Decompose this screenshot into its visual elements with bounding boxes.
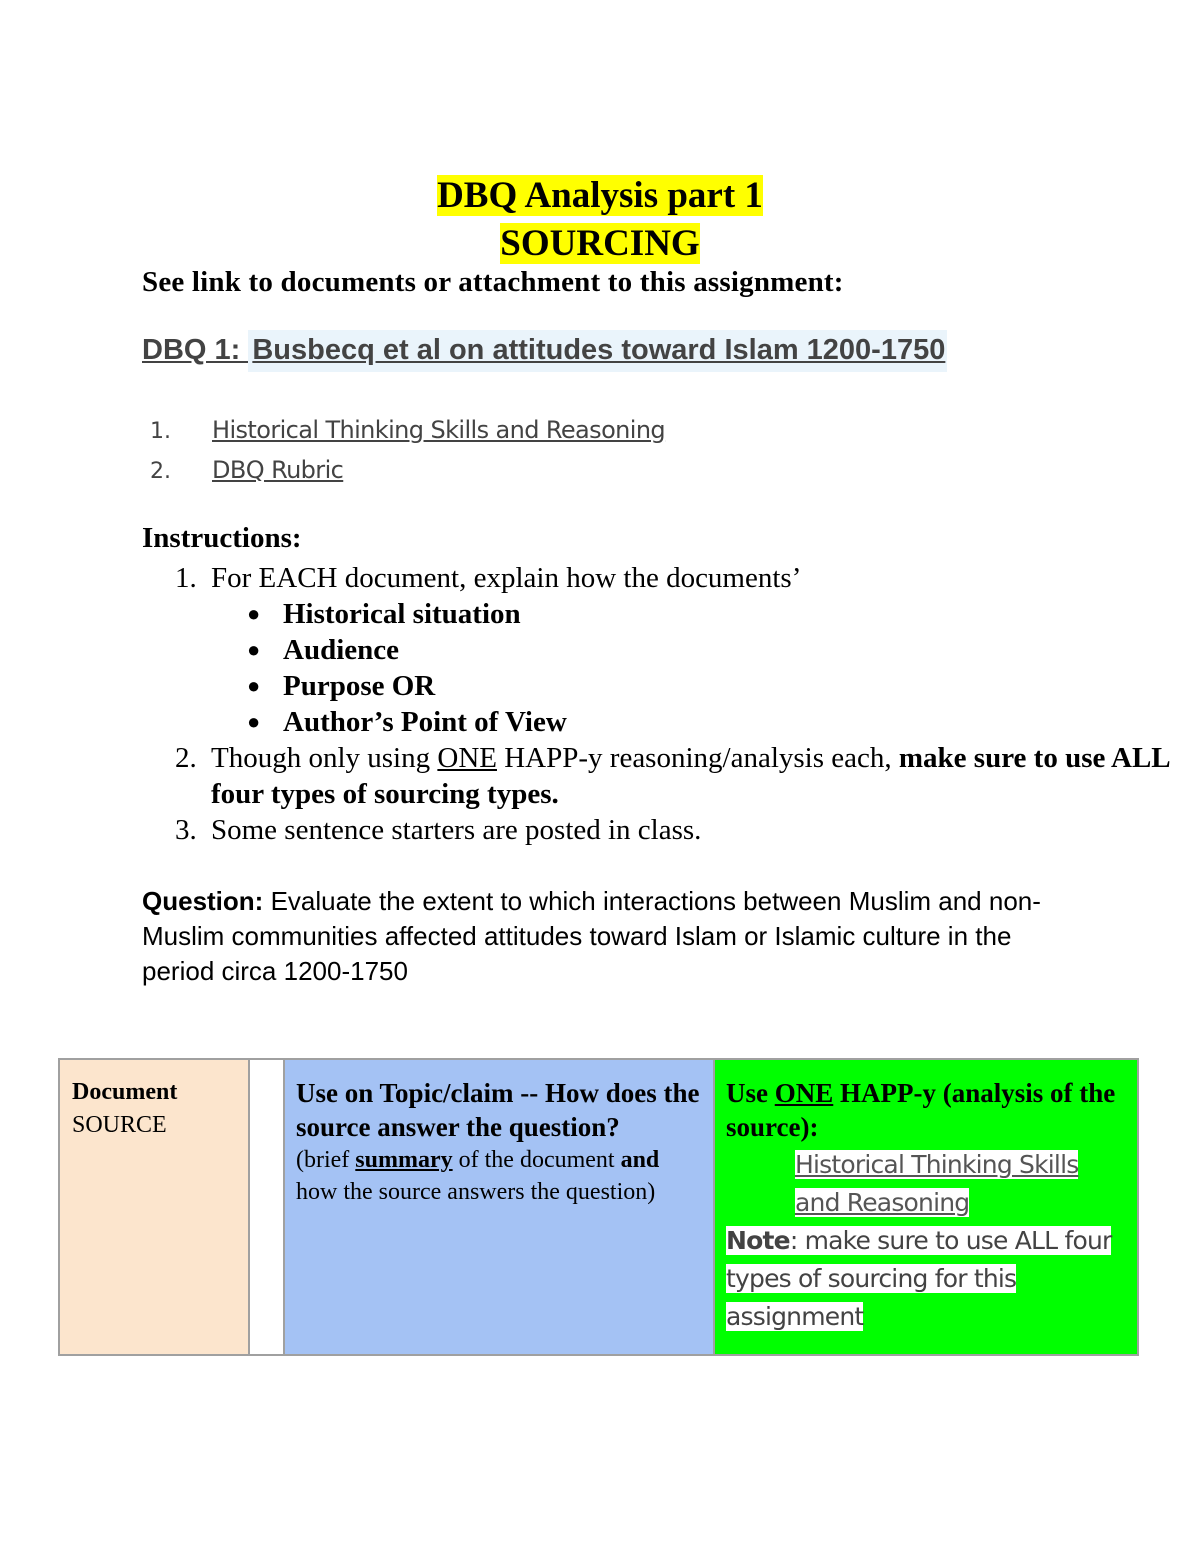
topic-claim-subtext: (brief summary of the document and how the source answers the question)	[296, 1147, 660, 1205]
bullet-historical-situation: ● Historical situation	[175, 596, 1200, 632]
question-text: Evaluate the extent to which interactions between Muslim and non-Muslim communities affected attitudes toward Islam or Islamic culture in the period circa 1200-1750	[142, 886, 1041, 986]
topic-claim-heading: Use on Topic/claim -- How does the source answer the question?	[296, 1078, 700, 1142]
document-label: Document	[72, 1079, 178, 1105]
bullet-audience: ● Audience	[175, 632, 1200, 668]
source-label: SOURCE	[72, 1112, 167, 1138]
instruction-item	[175, 812, 1200, 848]
list-item	[150, 450, 665, 490]
document-source-cell[interactable]	[60, 1060, 250, 1354]
list-number: 2.	[150, 459, 171, 484]
bullet-purpose: ● Purpose OR	[175, 668, 1200, 704]
list-item	[150, 410, 665, 450]
see-link-text: See link to documents or attachment to this assignment:	[142, 266, 844, 298]
emphasis-one: ONE	[437, 742, 497, 774]
title-line-1: DBQ Analysis part 1	[437, 175, 763, 216]
reference-list	[150, 410, 665, 490]
instruction-number: 3.	[175, 814, 197, 846]
question-paragraph	[142, 884, 1072, 989]
topic-claim-cell[interactable]	[285, 1060, 715, 1354]
instruction-number: 1.	[175, 562, 197, 594]
instruction-text: Though only using ONE HAPP-y reasoning/analysis each, make sure to use ALL four types of sourcing types.	[211, 742, 1170, 810]
historical-thinking-link[interactable]: Historical Thinking Skills and Reasoning	[212, 416, 666, 444]
sourcing-bullets	[175, 596, 1200, 740]
instruction-item	[175, 740, 1200, 812]
question-label: Question:	[142, 886, 264, 916]
happy-analysis-cell[interactable]	[715, 1060, 1137, 1354]
instruction-item	[175, 560, 1200, 596]
instruction-number: 2.	[175, 742, 197, 774]
list-number: 1.	[150, 419, 171, 444]
historical-thinking-cell-link[interactable]: Historical Thinking Skills and Reasoning	[795, 1150, 1079, 1217]
dbq-rubric-link[interactable]: DBQ Rubric	[212, 456, 344, 484]
happy-heading: Use ONE HAPP-y (analysis of the source):	[726, 1078, 1116, 1142]
note-text: Note: make sure to use ALL four types of sourcing for this assignment	[726, 1226, 1112, 1331]
document-title	[0, 172, 1200, 268]
instruction-text: Some sentence starters are posted in class.	[211, 814, 702, 846]
instructions-heading: Instructions:	[142, 522, 302, 554]
dbq-heading	[142, 334, 947, 367]
dbq-link[interactable]: Busbecq et al on attitudes toward Islam 1200-1750	[248, 330, 947, 372]
sourcing-table	[58, 1058, 1139, 1356]
instructions-list	[175, 560, 1200, 848]
instruction-text: For EACH document, explain how the documents’	[211, 562, 802, 594]
bullet-point-of-view: ● Author’s Point of View	[175, 704, 1200, 740]
emphasis-text: make sure to use ALL four types of sourcing types.	[211, 742, 1170, 810]
blank-cell[interactable]	[250, 1060, 285, 1354]
dbq-prefix: DBQ 1:	[142, 334, 249, 366]
title-line-2: SOURCING	[500, 223, 700, 264]
